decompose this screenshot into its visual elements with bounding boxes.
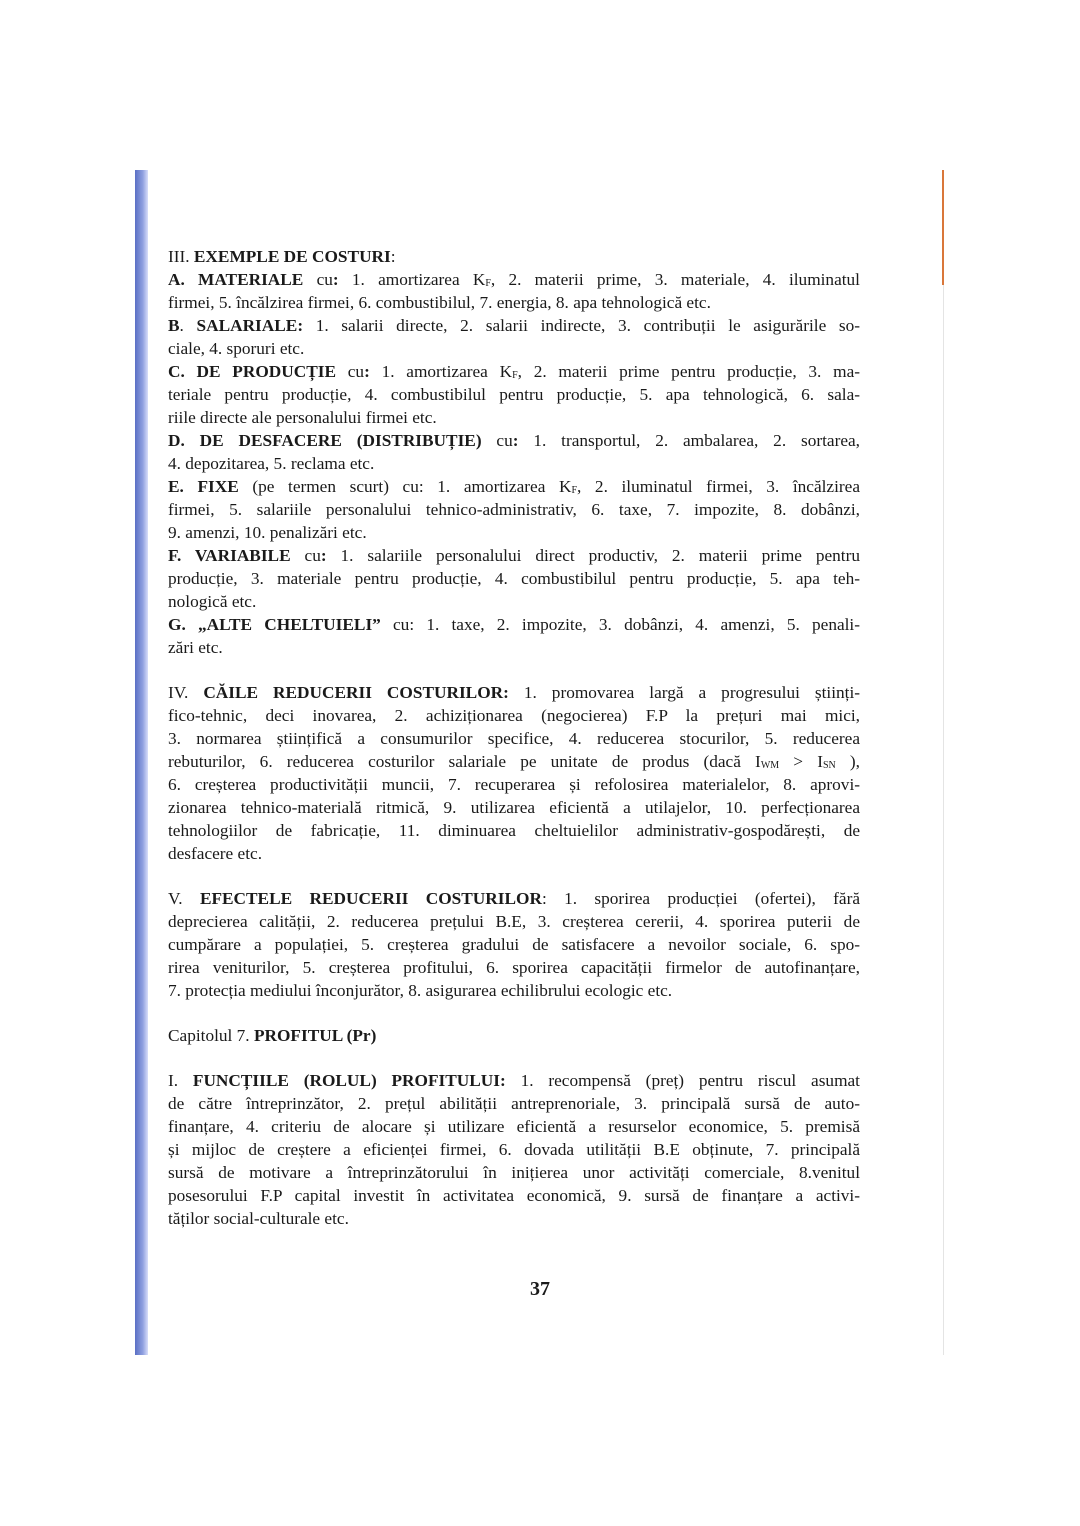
text-line	[168, 383, 860, 406]
bold-text: E. FIXE	[168, 477, 239, 496]
text: III.	[168, 247, 194, 266]
bold-text: EFECTELE REDUCERII COSTURILOR	[199, 889, 542, 908]
text: tehnologiilor de fabricație, 11. diminuarea cheltuielilor administrativ-gospodărești, de	[168, 821, 860, 840]
text: riile directe ale personalului firmei etc.	[168, 408, 437, 427]
bold-text: EXEMPLE DE COSTURI	[193, 247, 391, 266]
text-line	[168, 406, 860, 429]
text-line	[168, 1069, 860, 1092]
text-line	[168, 337, 860, 360]
bold-text: :	[332, 270, 339, 289]
text: > I	[779, 752, 823, 771]
text-line	[168, 636, 860, 659]
text: 6. creșterea productivității muncii, 7. recuperarea și refolosirea materialelor, 8. aprovi-	[168, 775, 860, 794]
subscript: SN	[822, 760, 836, 771]
paragraph	[168, 681, 860, 865]
text: 1. amortizarea K	[338, 270, 486, 289]
text: 7. protecția mediului înconjurător, 8. asigurarea echilibrului ecologic etc.	[168, 981, 673, 1000]
bold-text: A. MATERIALE	[168, 270, 304, 289]
text: de către întreprinzător, 2. prețul abilității antreprenoriale, 3. principală sursă de auto-	[168, 1094, 860, 1113]
text: I.	[168, 1071, 193, 1090]
text: ciale, 4. sporuri etc.	[168, 339, 305, 358]
bold-text: G. „ALTE CHELTUIELI”	[168, 615, 381, 634]
paragraph	[168, 613, 860, 659]
text: 1. recompensă (preț) pentru riscul asumat	[505, 1071, 860, 1090]
page-edge-mark	[942, 170, 944, 285]
text-line	[168, 314, 860, 337]
text: zări etc.	[168, 638, 223, 657]
paragraph	[168, 544, 860, 613]
text: , 2. materii prime, 3. materiale, 4. iluminatul	[490, 270, 860, 289]
bold-text: C. DE PRODUCȚIE	[168, 362, 337, 381]
text-line	[168, 521, 860, 544]
text: 1. salariile personalului direct productiv, 2. materii prime pentru	[326, 546, 860, 565]
text-line	[168, 429, 860, 452]
text: desfacere etc.	[168, 844, 263, 863]
text-line	[168, 268, 860, 291]
bold-text: F. VARIABILE	[168, 546, 291, 565]
text: 4. depozitarea, 5. reclama etc.	[168, 454, 375, 473]
page-number: 37	[530, 1278, 550, 1300]
text: și mijloc de creștere a eficienței firmei, 6. dovada utilității B.E obținute, 7. principală	[168, 1140, 860, 1159]
subscript: WM	[760, 760, 780, 771]
text: posesorului F.P capital investit în activitatea economică, 9. sursă de finanțare a activi-	[168, 1186, 860, 1205]
subscript: F	[512, 370, 518, 381]
text: cu	[481, 431, 513, 450]
text-line	[168, 567, 860, 590]
text: cu	[336, 362, 365, 381]
text: firmei, 5. încălzirea firmei, 6. combustibilul, 7. energia, 8. apa tehnologică etc.	[168, 293, 711, 312]
text: 3. normarea științifică a consumurilor specifice, 4. reducerea stocurilor, 5. reducerea	[168, 729, 860, 748]
text: nologică etc.	[168, 592, 257, 611]
bold-text: CĂILE REDUCERII COSTURILOR:	[203, 683, 509, 702]
text: (pe termen scurt) cu: 1. amortizarea K	[238, 477, 572, 496]
text-line	[168, 842, 860, 865]
paragraph	[168, 429, 860, 475]
text: 9. amenzi, 10. penalizări etc.	[168, 523, 367, 542]
text-line	[168, 245, 860, 268]
text-line	[168, 887, 860, 910]
subscript: F	[485, 278, 491, 289]
text: rebuturilor, 6. reducerea costurilor salariale pe unitate de produs (dacă I	[168, 752, 761, 771]
text-line	[168, 475, 860, 498]
subscript: F	[571, 485, 578, 496]
text: cu	[303, 270, 333, 289]
text-line	[168, 360, 860, 383]
text-line	[168, 750, 860, 773]
text: tăților social-culturale etc.	[168, 1209, 349, 1228]
bold-text: FUNCȚIILE (ROLUL) PROFITULUI:	[192, 1071, 506, 1090]
text-line	[168, 773, 860, 796]
text: firmei, 5. salariile personalului tehnico-administrativ, 6. taxe, 7. impozite, 8. dobânzi,	[168, 500, 860, 519]
page-binding-edge	[135, 170, 148, 1355]
bold-text: SALARIALE:	[196, 316, 304, 335]
text: V.	[168, 889, 200, 908]
paragraph	[168, 475, 860, 544]
text: IV.	[168, 683, 204, 702]
text: :	[390, 247, 396, 266]
text-line	[168, 819, 860, 842]
page-edge-line	[943, 285, 944, 1355]
text-line	[168, 1024, 860, 1047]
text: 1. amortizarea K	[369, 362, 513, 381]
text: teriale pentru producție, 4. combustibilul pentru producție, 5. apa tehnologică, 6. sala-	[168, 385, 860, 404]
text: finanțare, 4. criteriu de alocare și utilizare eficientă a resurselor economice, 5. premisă	[168, 1117, 860, 1136]
text-line	[168, 933, 860, 956]
text: cu	[290, 546, 321, 565]
text-line	[168, 452, 860, 475]
text: , 2. materii prime pentru producție, 3. ma-	[517, 362, 860, 381]
text-line	[168, 498, 860, 521]
paragraph	[168, 1069, 860, 1230]
text-line	[168, 613, 860, 636]
text-line	[168, 910, 860, 933]
text: , 2. iluminatul firmei, 3. încălzirea	[577, 477, 860, 496]
text-line	[168, 1207, 860, 1230]
text: fico-tehnic, deci inovarea, 2. achiziționarea (negocierea) F.P la prețuri mai mici,	[168, 706, 860, 725]
text: 1. promovarea largă a progresului științi-	[508, 683, 860, 702]
text: 1. salarii directe, 2. salarii indirecte, 3. contribuții le asigurările so-	[303, 316, 860, 335]
text-line	[168, 979, 860, 1002]
text: cumpărare a populației, 5. creșterea gradului de satisfacere a nevoilor sociale, 6. spo-	[168, 935, 860, 954]
text: producție, 3. materiale pentru producție, 4. combustibilul pentru producție, 5. apa teh-	[168, 569, 860, 588]
text-line	[168, 956, 860, 979]
text-line	[168, 727, 860, 750]
bold-text: PROFITUL (Pr)	[253, 1026, 377, 1045]
text-line	[168, 1092, 860, 1115]
text-line	[168, 704, 860, 727]
paragraph	[168, 360, 860, 429]
bold-text: :	[320, 546, 327, 565]
text-line	[168, 1184, 860, 1207]
text: .	[179, 316, 197, 335]
paragraph	[168, 245, 860, 268]
bold-text: :	[512, 431, 519, 450]
bold-text: B	[168, 316, 180, 335]
text: 1. transportul, 2. ambalarea, 2. sortarea,	[518, 431, 860, 450]
text-line	[168, 1161, 860, 1184]
bold-text: :	[364, 362, 370, 381]
document-body	[168, 245, 860, 1230]
paragraph	[168, 268, 860, 314]
text: deprecierea calității, 2. reducerea prețului B.E, 3. creșterea cererii, 4. sporirea puterii de	[168, 912, 860, 931]
paragraph	[168, 1024, 860, 1047]
text-line	[168, 1138, 860, 1161]
text: cu: 1. taxe, 2. impozite, 3. dobânzi, 4. amenzi, 5. penali-	[380, 615, 860, 634]
text-line	[168, 796, 860, 819]
text: sursă de motivare a întreprinzătorului în inițierea unor activități comerciale, 8.venitul	[168, 1163, 860, 1182]
text-line	[168, 681, 860, 704]
text: : 1. sporirea producției (ofertei), fără	[541, 889, 860, 908]
text-line	[168, 544, 860, 567]
text: Capitolul 7.	[168, 1026, 254, 1045]
text-line	[168, 590, 860, 613]
paragraph	[168, 887, 860, 1002]
text-line	[168, 1115, 860, 1138]
text-line	[168, 291, 860, 314]
text: zionarea tehnico-materială ritmică, 9. utilizarea eficientă a utilajelor, 10. perfecționarea	[168, 798, 860, 817]
text: ),	[835, 752, 860, 771]
paragraph	[168, 314, 860, 360]
bold-text: D. DE DESFACERE (DISTRIBUȚIE)	[168, 431, 482, 450]
text: rirea veniturilor, 5. creșterea profitului, 6. sporirea capacității firmelor de autofinanțare,	[168, 958, 860, 977]
